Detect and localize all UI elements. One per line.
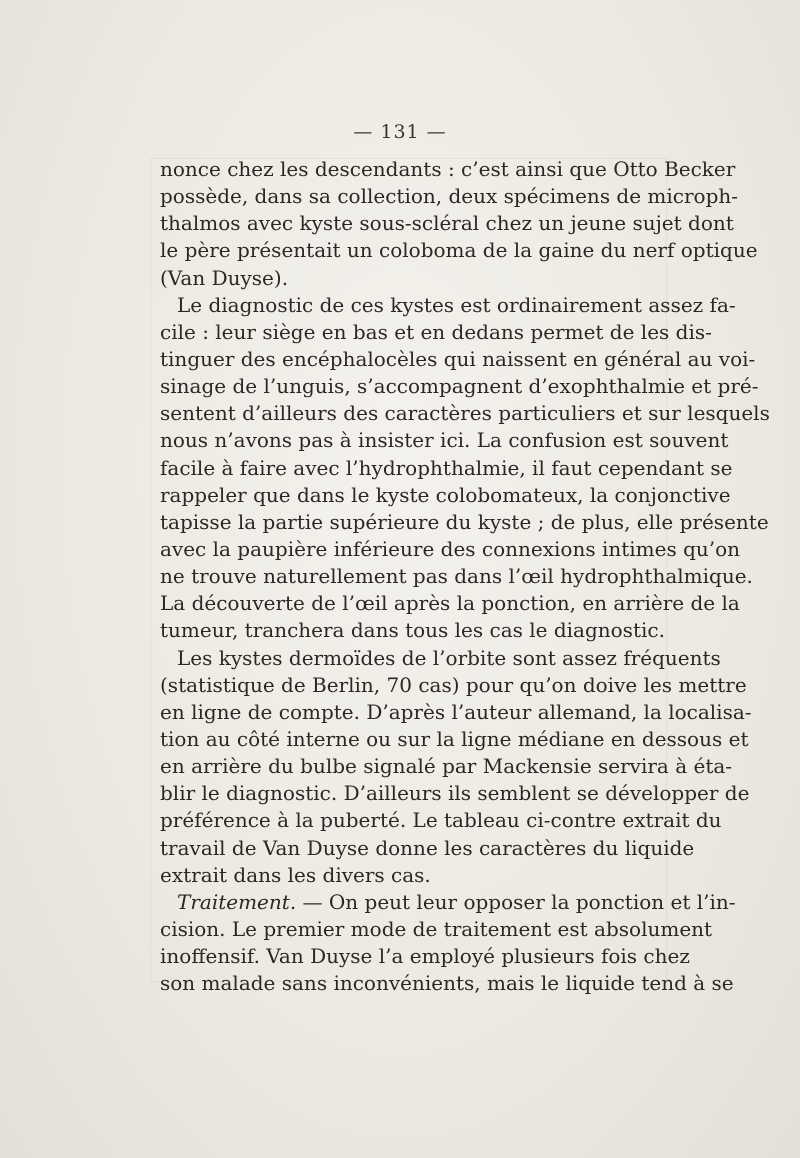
text-line: tumeur, tranchera dans tous les cas le diagnostic. [160, 618, 665, 643]
text-line: possède, dans sa collection, deux spécimens de microph- [160, 184, 739, 209]
text-line: (Van Duyse). [160, 265, 289, 290]
text-line: nonce chez les descendants : c’est ainsi que Otto Becker [160, 157, 736, 181]
treatment-line [160, 889, 736, 916]
text-line: rappeler que dans le kyste colobomateux, la conjonctive [160, 482, 731, 507]
text-line: thalmos avec kyste sous-scléral chez un jeune sujet dont [160, 211, 734, 236]
page-number: — 131 — [353, 121, 447, 143]
text-line: cile : leur siège en bas et en dedans permet de les dis- [160, 319, 712, 344]
text-line: cision. Le premier mode de traitement est absolument [160, 916, 713, 941]
text-line: sentent d’ailleurs des caractères particuliers et sur lesquels [160, 401, 770, 426]
text-line: tinguer des encéphalocèles qui naissent en général au voi- [160, 346, 756, 371]
text-line: travail de Van Duyse donne les caractères du liquide [160, 835, 695, 860]
text-line: nous n’avons pas à insister ici. La confusion est souvent [160, 428, 729, 453]
text-line: le père présentait un coloboma de la gaine du nerf optique [160, 238, 758, 263]
text-line: tion au côté interne ou sur la ligne médiane en dessous et [160, 726, 749, 751]
text-line: blir le diagnostic. D’ailleurs ils semblent se développer de [160, 781, 750, 806]
treatment-line-rest: — On peut leur opposer la ponction et l’in- [296, 889, 736, 914]
text-line: son malade sans inconvénients, mais le liquide tend à se [160, 971, 734, 996]
text-line: tapisse la partie supérieure du kyste ; de plus, elle présente [160, 509, 769, 534]
text-line: en arrière du bulbe signalé par Mackensie servira à éta- [160, 754, 733, 779]
text-line: en ligne de compte. D’après l’auteur allemand, la localisa- [160, 699, 752, 724]
text-line: avec la paupière inférieure des connexions intimes qu’on [160, 536, 741, 561]
text-line: Les kystes dermoïdes de l’orbite sont assez fréquents [177, 645, 721, 670]
text-line: facile à faire avec l’hydrophthalmie, il faut cependant se [160, 455, 733, 480]
text-line: (statistique de Berlin, 70 cas) pour qu’on doive les mettre [160, 672, 747, 697]
text-line: inoffensif. Van Duyse l’a employé plusieurs fois chez [160, 944, 690, 969]
text-line: ne trouve naturellement pas dans l’œil hydrophthalmique. [160, 564, 753, 589]
text-line: La découverte de l’œil après la ponction, en arrière de la [160, 591, 740, 616]
text-line: préférence à la puberté. Le tableau ci-contre extrait du [160, 808, 722, 833]
text-line: sinage de l’unguis, s’accompagnent d’exophthalmie et pré- [160, 374, 759, 399]
body-text [160, 156, 770, 997]
treatment-heading: Traitement. [177, 889, 297, 914]
text-line: Le diagnostic de ces kystes est ordinairement assez fa- [177, 292, 736, 317]
text-line: extrait dans les divers cas. [160, 862, 431, 887]
